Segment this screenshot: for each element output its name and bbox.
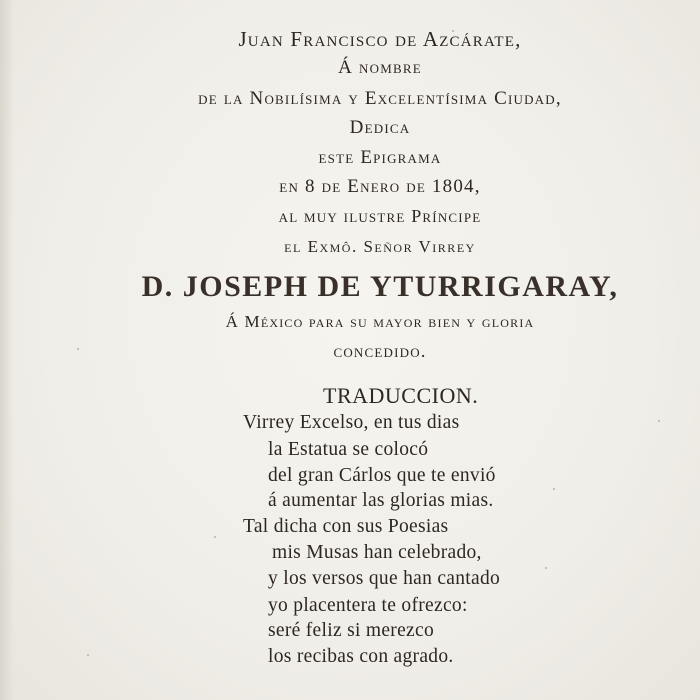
poem-verse: y los versos que han cantado [268,568,501,589]
dedication-line: Á México para su mayor bien y gloria [225,312,535,331]
dedication-city: de la Nobilísima y Excelentísima Ciudad, [198,88,562,109]
paper-speck [87,654,89,656]
dedication-date: en 8 de Enero de 1804, [279,176,481,197]
paper-speck [658,420,660,422]
poem-verse: del gran Cárlos que te envió [268,465,496,486]
dedication-line: Á nombre [338,57,422,78]
dedication-line: concedido. [333,341,427,361]
poem-verse: Virrey Excelso, en tus dias [243,412,460,433]
paper-speck [553,488,555,490]
poem-verse: yo placentera te ofrezco: [268,595,468,616]
poem-verse: los recibas con agrado. [268,646,454,667]
paper-speck [214,536,216,538]
paper-speck [545,567,547,569]
dedication-line: el Exmô. Señor Virrey [284,237,476,256]
dedication-line: Dedica [349,117,411,138]
poem-verse: Tal dicha con sus Poesias [243,516,449,537]
dedication-line: al muy ilustre Príncipe [278,206,482,226]
dedication-line: este Epigrama [318,147,442,168]
poem-title: TRADUCCION. [323,383,479,408]
dedication-author: Juan Francisco de Azcárate, [238,27,522,51]
poem-verse: mis Musas han celebrado, [272,542,482,563]
poem-verse: seré feliz si merezco [268,620,434,641]
poem-verse: la Estatua se colocó [268,439,429,460]
poem-verse: á aumentar las glorias mias. [268,490,494,511]
dedicatee-name: D. JOSEPH DE YTURRIGARAY, [141,270,619,303]
